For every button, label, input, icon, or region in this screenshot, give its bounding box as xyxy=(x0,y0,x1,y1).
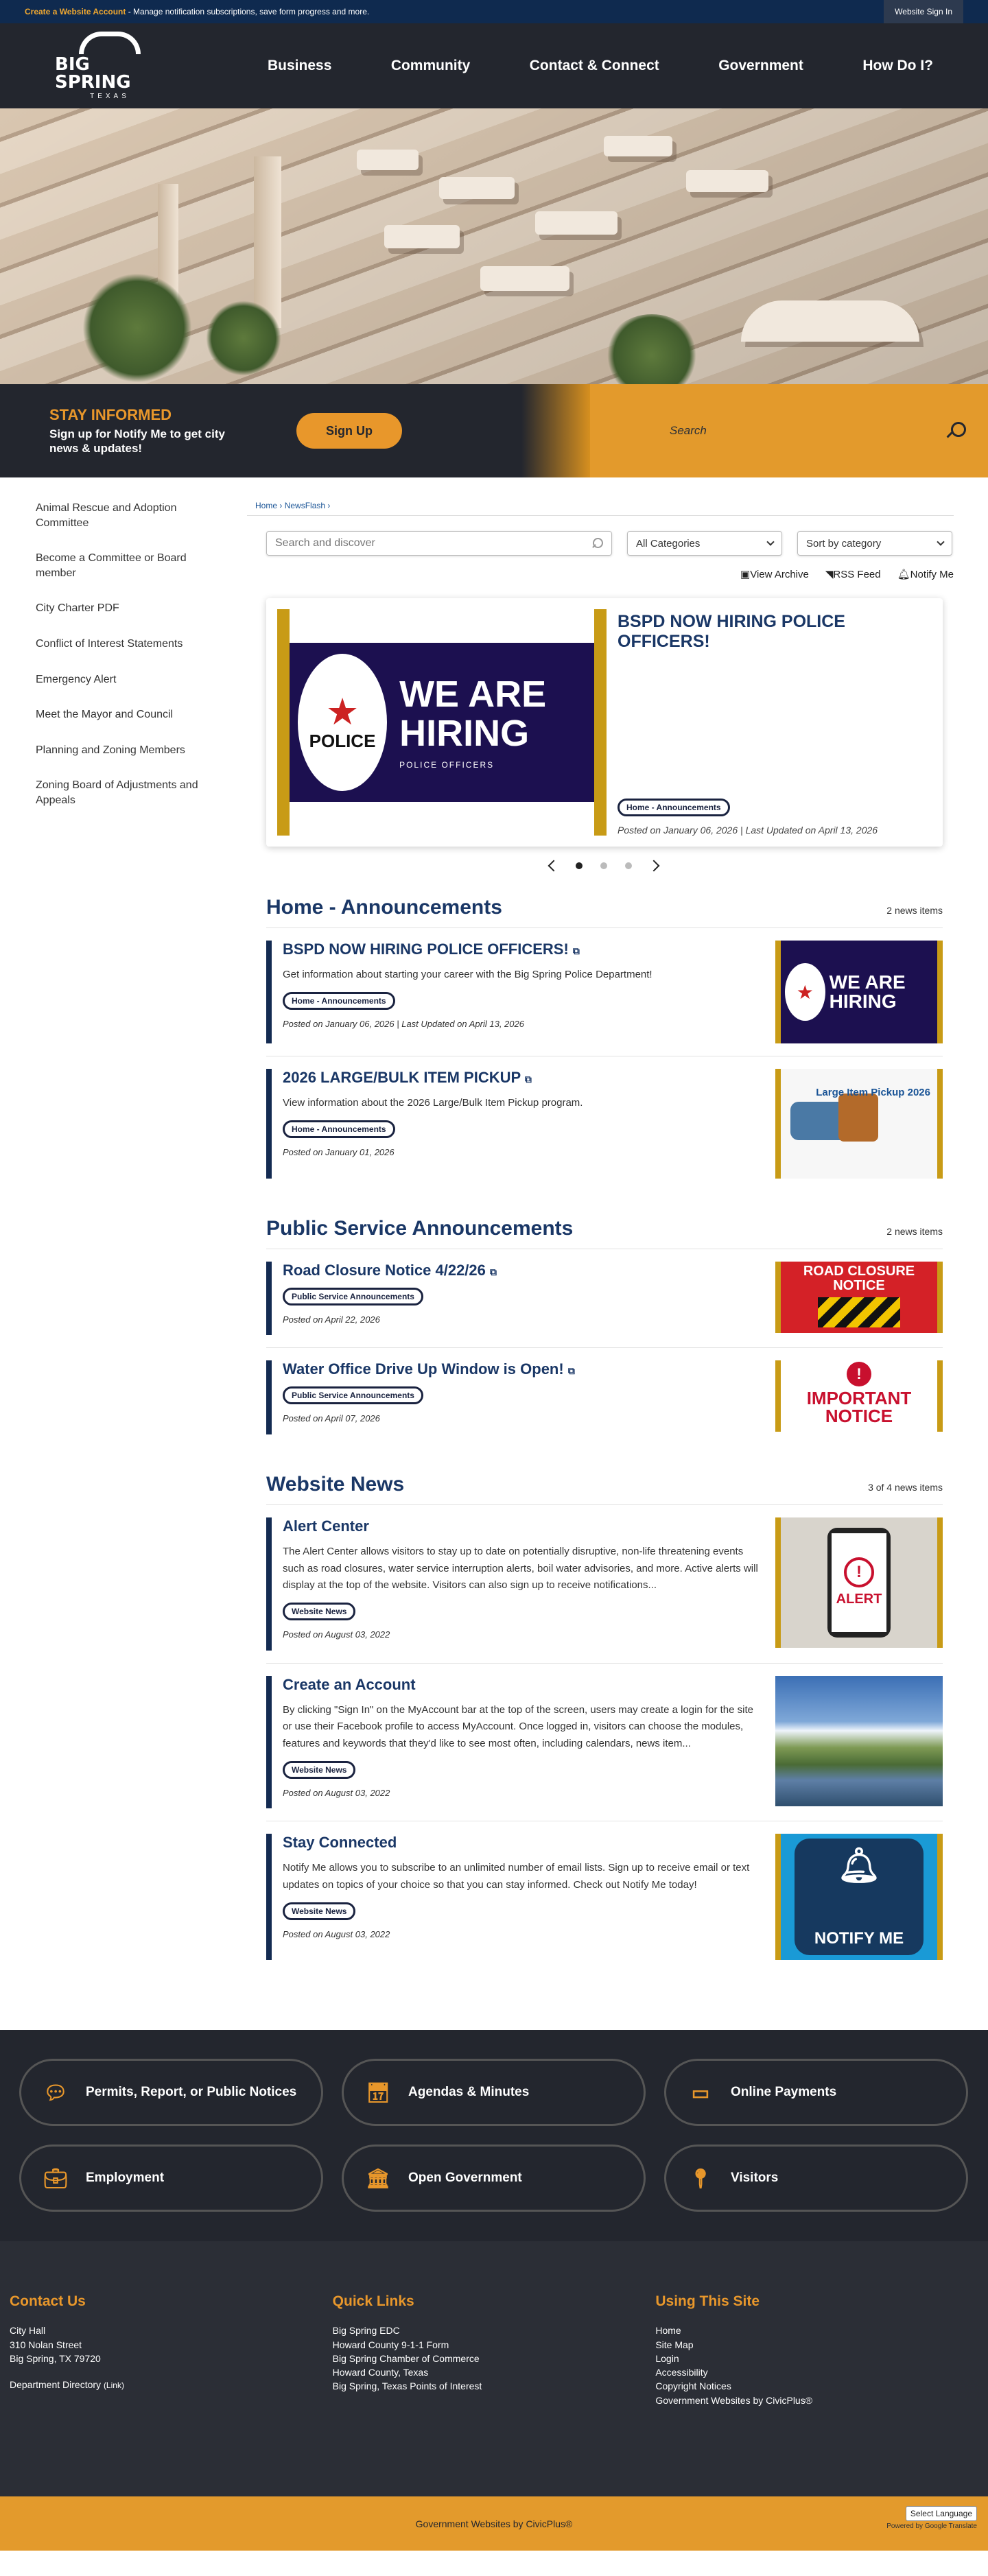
category-tag[interactable]: Website News xyxy=(283,1902,355,1920)
thumbnail-caption: ALERT xyxy=(836,1592,882,1607)
quicklink-label: Permits, Report, or Public Notices xyxy=(86,2085,297,2100)
top-account-bar xyxy=(0,0,988,23)
news-item-title-text: Water Office Drive Up Window is Open! xyxy=(283,1360,564,1378)
signup-button[interactable]: Sign Up xyxy=(296,413,402,449)
news-item-body xyxy=(266,1834,763,1960)
slide-dot[interactable] xyxy=(576,862,583,869)
hiring-graphic xyxy=(290,643,594,802)
footer-address xyxy=(10,2324,333,2365)
texas-star-icon: ★ xyxy=(325,691,360,733)
address-line: Big Spring, TX 79720 xyxy=(10,2352,101,2364)
slide-pager xyxy=(247,862,961,870)
footer-link[interactable]: Big Spring EDC xyxy=(332,2325,400,2337)
phone-illustration xyxy=(827,1528,891,1638)
calendar-clock-icon: 📅︎ xyxy=(366,2081,390,2103)
quicklink-label: Online Payments xyxy=(731,2085,837,2100)
thumbnail-caption: IMPORTANT NOTICE xyxy=(806,1388,912,1427)
exclamation-icon: ! xyxy=(844,1557,874,1587)
sort-select[interactable] xyxy=(797,531,952,556)
hero-image xyxy=(0,108,988,384)
news-item xyxy=(266,1348,943,1446)
category-tag[interactable]: Home - Announcements xyxy=(618,799,730,816)
news-item-description: Get information about starting your career with the Big Spring Police Department! xyxy=(283,969,652,980)
footer-link[interactable]: Howard County 9-1-1 Form xyxy=(332,2339,449,2350)
news-item-thumbnail[interactable] xyxy=(775,1262,943,1333)
sidebar-item-committee[interactable]: Become a Committee or Board member xyxy=(36,552,187,579)
news-item-title[interactable]: Create an Account xyxy=(283,1675,416,1693)
breadcrumb-separator: › xyxy=(277,501,285,510)
footer-quick-links xyxy=(333,2293,656,2496)
featured-info xyxy=(607,609,932,836)
news-section-home-announcements xyxy=(266,896,943,1191)
address-line: 310 Nolan Street xyxy=(10,2339,82,2350)
view-archive-link[interactable] xyxy=(740,568,809,580)
news-item-title-text: BSPD NOW HIRING POLICE OFFICERS! xyxy=(283,941,569,958)
sidebar-item-city-charter[interactable]: City Charter PDF xyxy=(36,602,119,615)
news-item-description: By clicking "Sign In" on the MyAccount bar at the top of the screen, users may create a login for the site or use their Facebook profile to access MyAccount. Once logged in, visitors can choose the modules, features and keywords that they'd like to see most often, including calendars, news item... xyxy=(283,1703,754,1750)
category-select[interactable] xyxy=(627,531,782,556)
news-section-website-news xyxy=(266,1473,943,1972)
hero-bench xyxy=(535,211,618,235)
site-search-input[interactable]: Search xyxy=(670,424,707,437)
site-footer xyxy=(0,2241,988,2496)
create-account-link[interactable]: Create a Website Account xyxy=(25,7,126,16)
stay-informed-text xyxy=(49,406,248,456)
featured-meta xyxy=(618,799,932,836)
news-item-posted-date: Posted on April 22, 2026 xyxy=(283,1314,380,1325)
archive-icon: ▣ xyxy=(740,569,751,580)
logo-arc-icon xyxy=(79,32,141,54)
nav-business[interactable]: Business xyxy=(268,58,332,73)
news-filters xyxy=(247,516,954,556)
google-translate-credit: Powered by Google Translate xyxy=(886,2522,977,2531)
hero-amphitheater xyxy=(741,300,919,342)
news-item-posted-date: Posted on April 07, 2026 xyxy=(283,1413,380,1424)
bell-icon: 🔔︎ xyxy=(897,569,910,580)
section-title[interactable]: Public Service Announcements xyxy=(266,1217,574,1240)
logo-name: BIG SPRING xyxy=(55,54,131,93)
previous-arrow-icon[interactable] xyxy=(548,860,560,872)
featured-title[interactable]: BSPD NOW HIRING POLICE OFFICERS! xyxy=(618,612,845,651)
news-section-public-service xyxy=(266,1217,943,1447)
hiring-text xyxy=(399,675,586,769)
hero-bench xyxy=(686,170,768,192)
hero-bench xyxy=(384,225,460,248)
sidebar-item-emergency-alert[interactable]: Emergency Alert xyxy=(36,673,117,685)
featured-posted-date: Posted on January 06, 2026 | Last Updated on April 13, 2026 xyxy=(618,825,878,836)
external-link-icon: ⧉ xyxy=(490,1266,497,1277)
hiring-subline: POLICE OFFICERS xyxy=(399,759,495,770)
news-item-body xyxy=(266,1262,763,1335)
exclamation-icon: ! xyxy=(847,1362,871,1386)
hero-shrub xyxy=(206,300,281,376)
government-building-icon: 🏛︎ xyxy=(366,2167,390,2189)
footer-link[interactable]: Copyright Notices xyxy=(655,2380,731,2392)
news-item-posted-date: Posted on January 06, 2026 | Last Updated on April 13, 2026 xyxy=(283,1018,524,1029)
featured-slide[interactable] xyxy=(266,598,943,847)
department-directory xyxy=(10,2378,333,2391)
breadcrumb-home[interactable]: Home xyxy=(255,501,278,510)
footer-link[interactable]: Big Spring, Texas Points of Interest xyxy=(332,2380,482,2392)
rss-feed-link[interactable] xyxy=(825,568,881,580)
stay-informed-title: STAY INFORMED xyxy=(49,405,172,423)
next-arrow-icon[interactable] xyxy=(648,860,660,872)
language-select[interactable]: Select Language xyxy=(906,2506,977,2521)
section-count: 2 news items xyxy=(886,1226,943,1237)
main-nav xyxy=(268,58,933,74)
news-item-description: Notify Me allows you to subscribe to an unlimited number of email lists. Sign up to receive email or text updates on topics of your choice so that you can stay informed. Check out Notify Me today! xyxy=(283,1862,750,1891)
breadcrumb-separator: › xyxy=(325,501,331,510)
quicklink-label: Visitors xyxy=(731,2171,779,2186)
department-directory-suffix: (Link) xyxy=(103,2380,124,2391)
sidebar-item-conflict-interest[interactable]: Conflict of Interest Statements xyxy=(36,637,183,650)
news-item-body xyxy=(266,1517,763,1651)
speech-bubbles-icon: 💬︎ xyxy=(43,2081,68,2103)
nav-how-do-i[interactable]: How Do I? xyxy=(862,58,933,73)
news-item xyxy=(266,1249,943,1348)
quicklink-payments[interactable] xyxy=(664,2059,968,2126)
police-badge xyxy=(298,654,387,791)
thumbnail-caption: NOTIFY ME xyxy=(814,1929,904,1948)
news-item-body xyxy=(266,1360,763,1434)
rss-icon: ◥ xyxy=(825,569,834,580)
news-item xyxy=(266,1505,943,1664)
nav-government[interactable]: Government xyxy=(718,58,803,73)
quicklink-label: Agendas & Minutes xyxy=(408,2085,530,2100)
police-badge-text: POLICE xyxy=(309,730,376,751)
language-selector xyxy=(886,2506,977,2530)
news-item-posted-date: Posted on August 03, 2022 xyxy=(283,1928,390,1939)
footer-link[interactable]: Login xyxy=(655,2352,679,2364)
sidebar-item-zoning-board[interactable]: Zoning Board of Adjustments and Appeals xyxy=(36,779,198,806)
featured-image xyxy=(277,609,607,836)
texas-star-icon: ★ xyxy=(785,963,825,1021)
phone-screen xyxy=(832,1533,886,1632)
nav-contact-connect[interactable]: Contact & Connect xyxy=(529,58,659,73)
news-item-description: The Alert Center allows visitors to stay up to date on potentially disruptive, non-life threatening events such as road closures, water service interruption alerts, boil water advisories, and more. Active alerts will display at the top of the website. Visitors can also sign up to receive notifications... xyxy=(283,1545,758,1592)
news-item xyxy=(266,1821,943,1972)
rss-feed-label: RSS Feed xyxy=(833,569,881,580)
news-item-title[interactable]: Stay Connected xyxy=(283,1834,397,1852)
quick-links-band xyxy=(0,2030,988,2241)
news-item-thumbnail[interactable] xyxy=(775,1517,943,1648)
notify-me-link[interactable] xyxy=(897,568,954,580)
news-search-box xyxy=(266,531,612,556)
hero-bench xyxy=(480,266,569,291)
account-promo-text: - Manage notification subscriptions, save form progress and more. xyxy=(126,7,370,16)
slide-dot[interactable] xyxy=(600,862,607,869)
external-link-icon: ⧉ xyxy=(567,1365,575,1377)
stay-informed-left xyxy=(0,384,590,477)
civicplus-credit-link[interactable]: Government Websites by CivicPlus® xyxy=(415,2518,573,2529)
site-header xyxy=(0,23,988,108)
hero-bench xyxy=(439,177,515,199)
news-item-body xyxy=(266,941,763,1043)
briefcase-icon: 💼︎ xyxy=(43,2167,68,2189)
footer-link[interactable]: Big Spring Chamber of Commerce xyxy=(332,2352,480,2364)
chair-illustration xyxy=(838,1094,878,1142)
news-item-thumbnail[interactable] xyxy=(775,1676,943,1806)
news-item-title[interactable]: Alert Center xyxy=(283,1517,369,1535)
stay-informed-banner xyxy=(0,384,988,477)
category-tag[interactable]: Public Service Announcements xyxy=(283,1288,423,1305)
news-item-thumbnail[interactable] xyxy=(775,941,943,1043)
logo-state: TEXAS xyxy=(90,93,130,100)
footer-contact-title: Contact Us xyxy=(10,2293,86,2310)
notify-me-label: Notify Me xyxy=(910,569,954,580)
footer-contact xyxy=(10,2293,333,2496)
news-item-body xyxy=(266,1069,763,1179)
thumbnail-caption: WE ARE HIRING xyxy=(829,971,906,1012)
hero-bench xyxy=(357,150,419,170)
quicklink-permits[interactable] xyxy=(19,2059,323,2126)
quicklink-label: Employment xyxy=(86,2171,165,2186)
news-item-title[interactable] xyxy=(283,941,763,958)
chevron-down-icon xyxy=(766,538,774,545)
map-pin-icon: 📍︎ xyxy=(688,2167,713,2189)
footer-using-site xyxy=(655,2293,978,2496)
category-tag[interactable]: Home - Announcements xyxy=(283,992,395,1010)
external-link-icon: ⧉ xyxy=(524,1074,532,1085)
category-select-value: All Categories xyxy=(636,537,701,550)
news-item-thumbnail[interactable] xyxy=(775,1834,943,1960)
address-line: City Hall xyxy=(10,2325,46,2337)
quicklink-label: Open Government xyxy=(408,2171,522,2186)
sidebar-item-animal-rescue[interactable]: Animal Rescue and Adoption Committee xyxy=(36,502,177,529)
sidebar-item-mayor-council[interactable]: Meet the Mayor and Council xyxy=(36,709,174,721)
category-tag[interactable]: Public Service Announcements xyxy=(283,1386,423,1404)
news-tools xyxy=(247,556,954,580)
news-item-description: View information about the 2026 Large/Bulk Item Pickup program. xyxy=(283,1097,583,1109)
hero-shrub xyxy=(82,273,192,383)
hiring-headline: WE ARE HIRING xyxy=(399,674,547,754)
news-item-thumbnail[interactable] xyxy=(775,1360,943,1432)
nav-community[interactable]: Community xyxy=(390,58,471,73)
notify-graphic xyxy=(795,1839,924,1955)
search-icon[interactable] xyxy=(945,422,963,440)
department-directory-link[interactable]: Department Directory xyxy=(10,2379,102,2391)
footer-link[interactable]: Accessibility xyxy=(655,2367,708,2378)
breadcrumb-newsflash[interactable]: NewsFlash xyxy=(284,501,326,510)
category-tag[interactable]: Home - Announcements xyxy=(283,1120,395,1138)
footer-link[interactable]: Government Websites by CivicPlus® xyxy=(655,2394,813,2406)
section-title[interactable]: Website News xyxy=(266,1472,405,1496)
chevron-down-icon xyxy=(937,538,944,545)
hero-shrub xyxy=(604,314,700,384)
website-signin-button[interactable]: Website Sign In xyxy=(884,0,963,23)
news-item-posted-date: Posted on January 01, 2026 xyxy=(283,1146,395,1157)
news-item-title[interactable] xyxy=(283,1262,763,1279)
news-item-title[interactable] xyxy=(283,1069,763,1087)
sidebar xyxy=(0,501,240,1972)
thumbnail-caption: ROAD CLOSURE NOTICE xyxy=(803,1264,915,1293)
footer-link[interactable]: Home xyxy=(655,2325,681,2337)
site-search xyxy=(590,384,988,477)
breadcrumb xyxy=(247,501,954,516)
footer-link[interactable]: Site Map xyxy=(655,2339,694,2350)
external-link-icon: ⧉ xyxy=(572,945,580,956)
news-item-posted-date: Posted on August 03, 2022 xyxy=(283,1787,390,1798)
sort-select-value: Sort by category xyxy=(806,537,882,550)
main-area xyxy=(0,477,988,1972)
section-header xyxy=(266,1473,943,1505)
news-item xyxy=(266,1056,943,1191)
footer-using-site-title: Using This Site xyxy=(655,2293,760,2310)
hero-monument xyxy=(254,156,281,328)
credit-card-icon: ▭ xyxy=(691,2081,710,2103)
stay-informed-subtitle: Sign up for Notify Me to get city news & updates! xyxy=(49,427,225,455)
quicklink-open-government[interactable] xyxy=(342,2144,646,2212)
search-icon[interactable] xyxy=(592,538,603,549)
hero-bench xyxy=(604,136,672,156)
section-count: 2 news items xyxy=(886,905,943,916)
news-item-posted-date: Posted on August 03, 2022 xyxy=(283,1629,390,1640)
site-logo[interactable] xyxy=(55,32,165,100)
quicklink-agendas[interactable] xyxy=(342,2059,646,2126)
section-count: 3 of 4 news items xyxy=(868,1481,943,1493)
view-archive-label: View Archive xyxy=(750,569,809,580)
road-barrier-illustration xyxy=(818,1297,900,1327)
section-header xyxy=(266,1217,943,1249)
footer-bottom-bar xyxy=(0,2496,988,2551)
news-item xyxy=(266,928,943,1056)
news-search-input[interactable] xyxy=(275,537,577,550)
section-title[interactable]: Home - Announcements xyxy=(266,896,502,919)
quicklink-employment[interactable] xyxy=(19,2144,323,2212)
sidebar-item-planning-zoning[interactable]: Planning and Zoning Members xyxy=(36,744,185,756)
news-item-title-text: 2026 LARGE/BULK ITEM PICKUP xyxy=(283,1069,521,1086)
footer-quick-links-title: Quick Links xyxy=(332,2293,414,2310)
account-promo xyxy=(25,7,369,16)
news-item-title-text: Road Closure Notice 4/22/26 xyxy=(283,1262,486,1279)
news-item-body xyxy=(266,1676,763,1809)
footer-link[interactable]: Howard County, Texas xyxy=(332,2367,429,2378)
section-header xyxy=(266,896,943,928)
news-item-thumbnail[interactable] xyxy=(775,1069,943,1179)
thumbnail-caption: Large Item Pickup 2026 xyxy=(816,1087,930,1098)
quicklink-visitors[interactable] xyxy=(664,2144,968,2212)
slide-dot[interactable] xyxy=(625,862,632,869)
news-item-title[interactable] xyxy=(283,1360,763,1378)
newsflash-content xyxy=(240,501,954,1972)
category-tag[interactable]: Website News xyxy=(283,1603,355,1620)
bell-icon: 🔔︎ xyxy=(837,1846,881,1885)
category-tag[interactable]: Website News xyxy=(283,1761,355,1779)
news-item xyxy=(266,1664,943,1822)
